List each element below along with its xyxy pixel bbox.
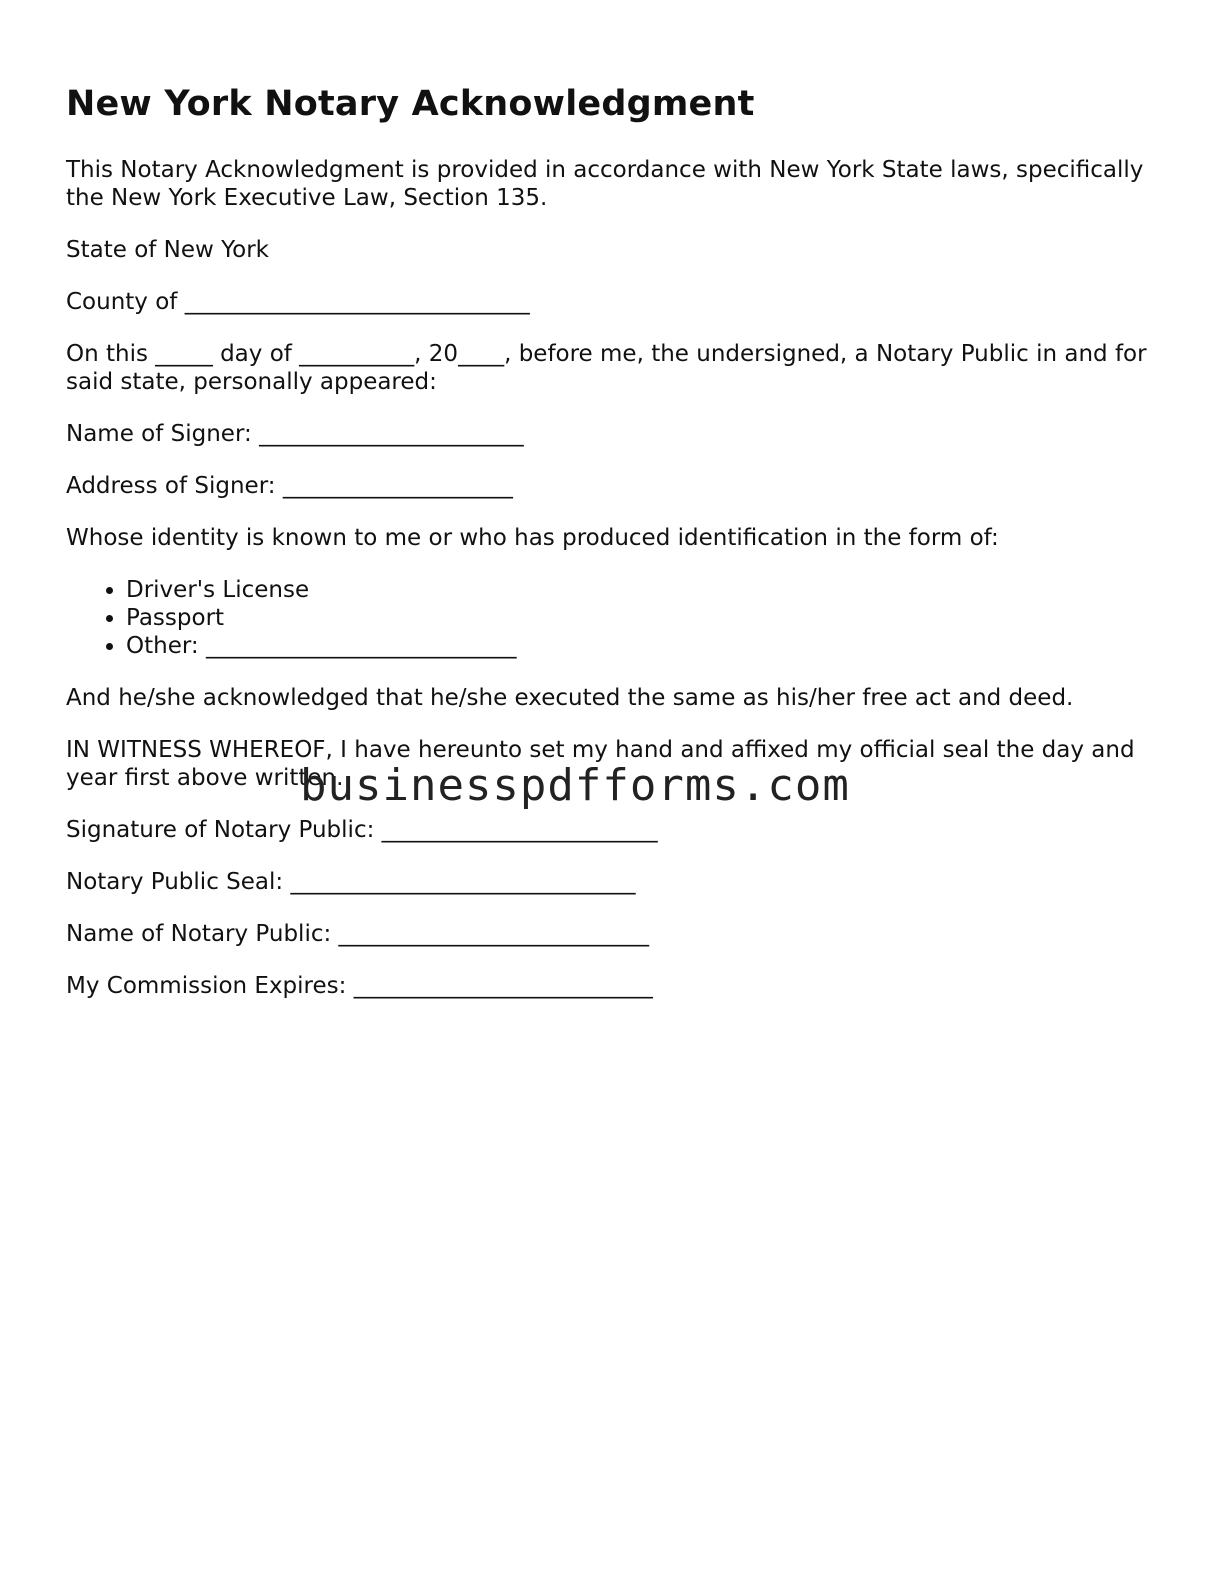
witness-paragraph: IN WITNESS WHEREOF, I have hereunto set my hand and affixed my official seal the day and year first above written. — [66, 737, 1135, 791]
acknowledgment-line: And he/she acknowledged that he/she executed the same as his/her free act and deed. — [66, 685, 1074, 711]
watermark: businesspdfforms.com — [300, 760, 850, 811]
notary-seal-line: Notary Public Seal: ______________________________ — [66, 869, 636, 895]
list-item: • Driver's License — [126, 576, 1156, 604]
document-page — [66, 80, 1156, 1024]
state-line: State of New York — [66, 237, 269, 263]
notary-signature-line: Signature of Notary Public: ________________________ — [66, 817, 658, 843]
id-options-list — [66, 576, 1156, 660]
notary-name-line: Name of Notary Public: ___________________________ — [66, 921, 650, 947]
commission-expires-line: My Commission Expires: __________________________ — [66, 973, 653, 999]
signer-name-line: Name of Signer: _______________________ — [66, 421, 524, 447]
list-item: • Other: ___________________________ — [126, 632, 1156, 660]
list-item: • Passport — [126, 604, 1156, 632]
signer-address-line: Address of Signer: ____________________ — [66, 473, 513, 499]
page-title: New York Notary Acknowledgment — [66, 84, 755, 124]
county-line: County of ______________________________ — [66, 289, 530, 315]
intro-paragraph: This Notary Acknowledgment is provided in accordance with New York State laws, specifically the New York Executive Law, Section 135. — [66, 157, 1144, 211]
date-line: On this _____ day of __________, 20____, before me, the undersigned, a Notary Public in and for said state, personally appeared: — [66, 341, 1147, 395]
identity-line: Whose identity is known to me or who has produced identification in the form of: — [66, 525, 999, 551]
